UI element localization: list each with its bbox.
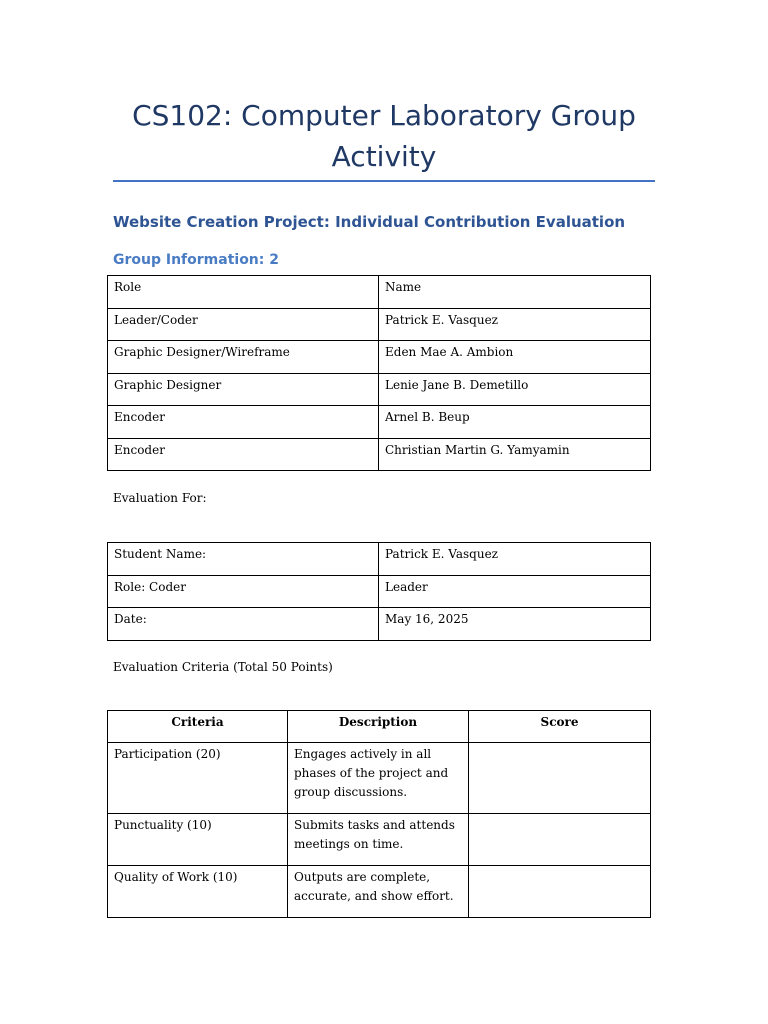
header-role: Role xyxy=(108,276,379,309)
score-cell[interactable] xyxy=(469,814,651,866)
evaluation-criteria-label: Evaluation Criteria (Total 50 Points) xyxy=(113,660,333,674)
criteria-name: Participation (20) xyxy=(108,743,288,814)
member-name: Lenie Jane B. Demetillo xyxy=(379,373,651,406)
table-row xyxy=(108,341,651,374)
table-row xyxy=(108,575,651,608)
header-description: Description xyxy=(288,711,469,743)
group-members-table xyxy=(107,275,651,471)
evaluation-for-label: Evaluation For: xyxy=(113,491,207,505)
evaluation-for-table xyxy=(107,542,651,641)
member-role: Encoder xyxy=(108,406,379,439)
table-row xyxy=(108,308,651,341)
table-row xyxy=(108,608,651,641)
table-row xyxy=(108,743,651,814)
score-cell[interactable] xyxy=(469,743,651,814)
header-score: Score xyxy=(469,711,651,743)
header-criteria: Criteria xyxy=(108,711,288,743)
criteria-name: Quality of Work (10) xyxy=(108,866,288,918)
field-value: Patrick E. Vasquez xyxy=(379,543,651,576)
table-row xyxy=(108,373,651,406)
member-name: Christian Martin G. Yamyamin xyxy=(379,438,651,471)
title-underline xyxy=(113,180,655,182)
table-header-row xyxy=(108,711,651,743)
field-label: Student Name: xyxy=(108,543,379,576)
table-row xyxy=(108,438,651,471)
member-role: Graphic Designer/Wireframe xyxy=(108,341,379,374)
score-cell[interactable] xyxy=(469,866,651,918)
evaluation-criteria-table xyxy=(107,710,651,918)
field-label: Role: Coder xyxy=(108,575,379,608)
table-header-row xyxy=(108,276,651,309)
table-row xyxy=(108,866,651,918)
member-name: Arnel B. Beup xyxy=(379,406,651,439)
field-value: Leader xyxy=(379,575,651,608)
table-row xyxy=(108,406,651,439)
field-label: Date: xyxy=(108,608,379,641)
criteria-description: Submits tasks and attends meetings on time. xyxy=(288,814,469,866)
member-role: Encoder xyxy=(108,438,379,471)
member-role: Leader/Coder xyxy=(108,308,379,341)
criteria-name: Punctuality (10) xyxy=(108,814,288,866)
document-subtitle: Website Creation Project: Individual Contribution Evaluation xyxy=(113,213,626,231)
criteria-description: Engages actively in all phases of the project and group discussions. xyxy=(288,743,469,814)
criteria-description: Outputs are complete, accurate, and show effort. xyxy=(288,866,469,918)
member-role: Graphic Designer xyxy=(108,373,379,406)
member-name: Patrick E. Vasquez xyxy=(379,308,651,341)
document-title: CS102: Computer Laboratory Group Activity xyxy=(132,99,636,173)
field-value: May 16, 2025 xyxy=(379,608,651,641)
member-name: Eden Mae A. Ambion xyxy=(379,341,651,374)
table-row xyxy=(108,543,651,576)
table-row xyxy=(108,814,651,866)
header-name: Name xyxy=(379,276,651,309)
group-info-heading: Group Information: 2 xyxy=(113,252,279,268)
